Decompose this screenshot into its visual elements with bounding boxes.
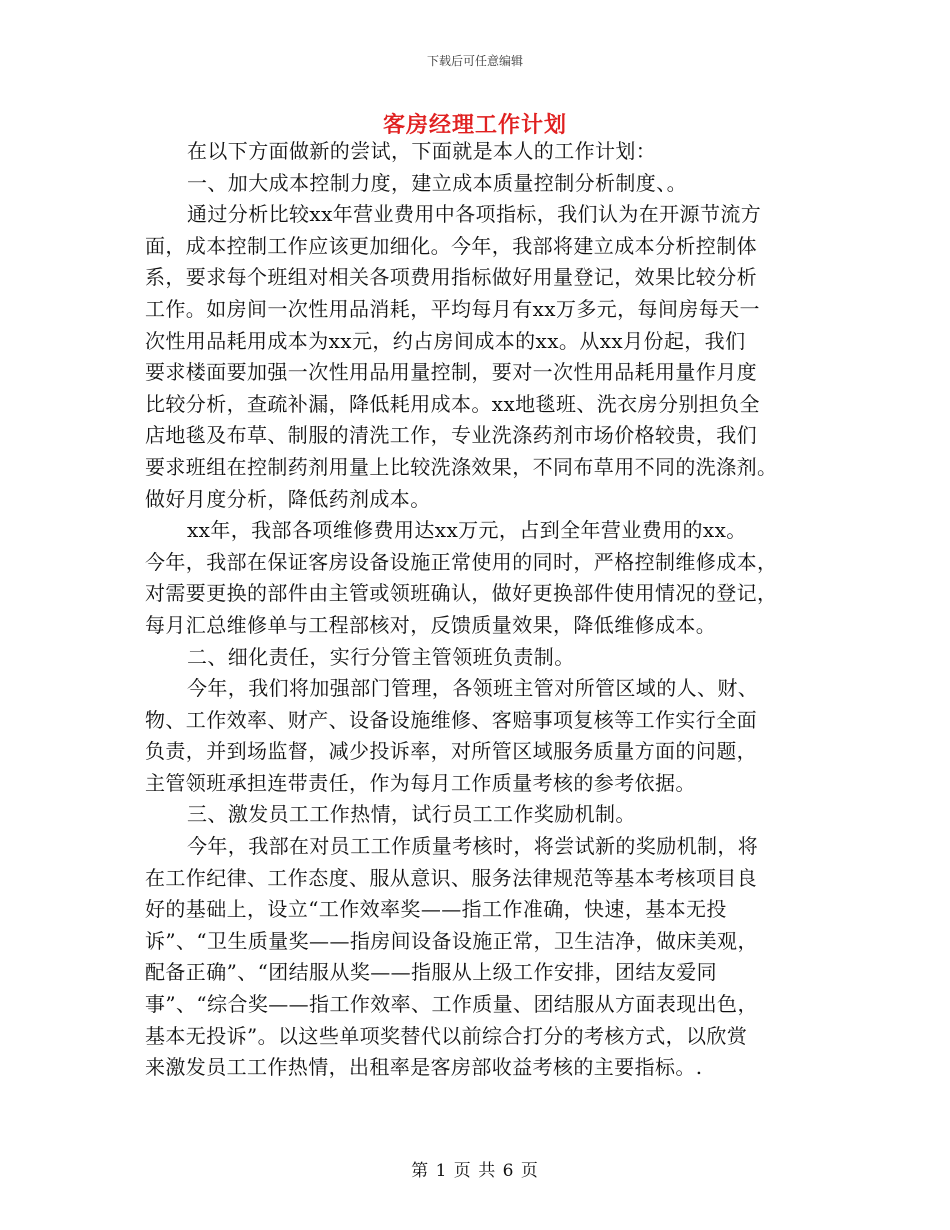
text-line: 要求楼面要加强一次性用品用量控制，要对一次性用品耗用量作月度 <box>145 360 757 385</box>
text-line: 在以下方面做新的尝试，下面就是本人的工作计划： <box>187 139 657 163</box>
text-line: 今年，我们将加强部门管理，各领班主管对所管区域的人、财、 <box>187 676 759 701</box>
text-line: 在工作纪律、工作态度、服从意识、服务法律规范等基本考核项目良 <box>145 865 757 890</box>
text-line: 今年，我部在保证客房设备设施正常使用的同时，严格控制维修成本， <box>145 549 778 574</box>
text-line: 次性用品耗用成本为xx元，约占房间成本的xx。从xx月份起，我们 <box>145 328 746 353</box>
text-line: 配备正确”、“团结服从奖——指服从上级工作安排，团结友爱同 <box>145 960 718 985</box>
text-line: 二、细化责任，实行分管主管领班负责制。 <box>187 644 575 669</box>
text-line: 主管领班承担连带责任，作为每月工作质量考核的参考依据。 <box>145 770 696 795</box>
text-line: 诉”、“卫生质量奖——指房间设备设施正常，卫生洁净，做床美观， <box>145 928 758 953</box>
text-line: 负责，并到场监督，减少投诉率，对所管区域服务质量方面的问题， <box>145 739 757 764</box>
text-line: 好的基础上，设立“工作效率奖——指工作准确，快速，基本无投 <box>145 897 727 922</box>
text-line: 比较分析，查疏补漏，降低耗用成本。xx地毯班、洗衣房分别担负全 <box>145 391 760 416</box>
text-line: 物、工作效率、财产、设备设施维修、客赔事项复核等工作实行全面 <box>145 707 757 732</box>
text-line: 工作。如房间一次性用品消耗，平均每月有xx万多元，每间房每天一 <box>145 296 760 321</box>
text-line: 店地毯及布草、制服的清洗工作，专业洗涤药剂市场价格较贵，我们 <box>145 423 757 448</box>
text-line: 来激发员工工作热情，出租率是客房部收益考核的主要指标。. <box>145 1055 703 1080</box>
text-line: 事”、“综合奖——指工作效率、工作质量、团结服从方面表现出色， <box>145 992 758 1017</box>
document-title: 客房经理工作计划 <box>382 112 567 138</box>
header-note: 下载后可任意编辑 <box>426 54 523 68</box>
text-line: 面，成本控制工作应该更加细化。今年，我部将建立成本分析控制体 <box>145 233 757 258</box>
text-line: 对需要更换的部件由主管或领班确认，做好更换部件使用情况的登记， <box>145 581 778 606</box>
text-line: 要求班组在控制药剂用量上比较洗涤效果，不同布草用不同的洗涤剂。 <box>145 454 778 479</box>
text-line: xx年，我部各项维修费用达xx万元，占到全年营业费用的xx。 <box>187 518 747 543</box>
text-line: 通过分析比较xx年营业费用中各项指标，我们认为在开源节流方 <box>187 202 762 227</box>
text-line: 系，要求每个班组对相关各项费用指标做好用量登记，效果比较分析 <box>145 265 757 290</box>
text-line: 每月汇总维修单与工程部核对，反馈质量效果，降低维修成本。 <box>145 612 717 637</box>
document-body <box>145 136 805 1084</box>
text-line: 做好月度分析，降低药剂成本。 <box>145 486 431 511</box>
text-line: 今年，我部在对员工工作质量考核时，将尝试新的奖励机制，将 <box>187 834 759 859</box>
text-line: 基本无投诉”。以这些单项奖替代以前综合打分的考核方式，以欣赏 <box>145 1023 748 1048</box>
text-line: 三、激发员工工作热情，试行员工工作奖励机制。 <box>187 802 636 827</box>
page-footer: 第 1 页 共 6 页 <box>411 1161 539 1181</box>
text-line: 一、加大成本控制力度，建立成本质量控制分析制度、。 <box>187 170 687 195</box>
